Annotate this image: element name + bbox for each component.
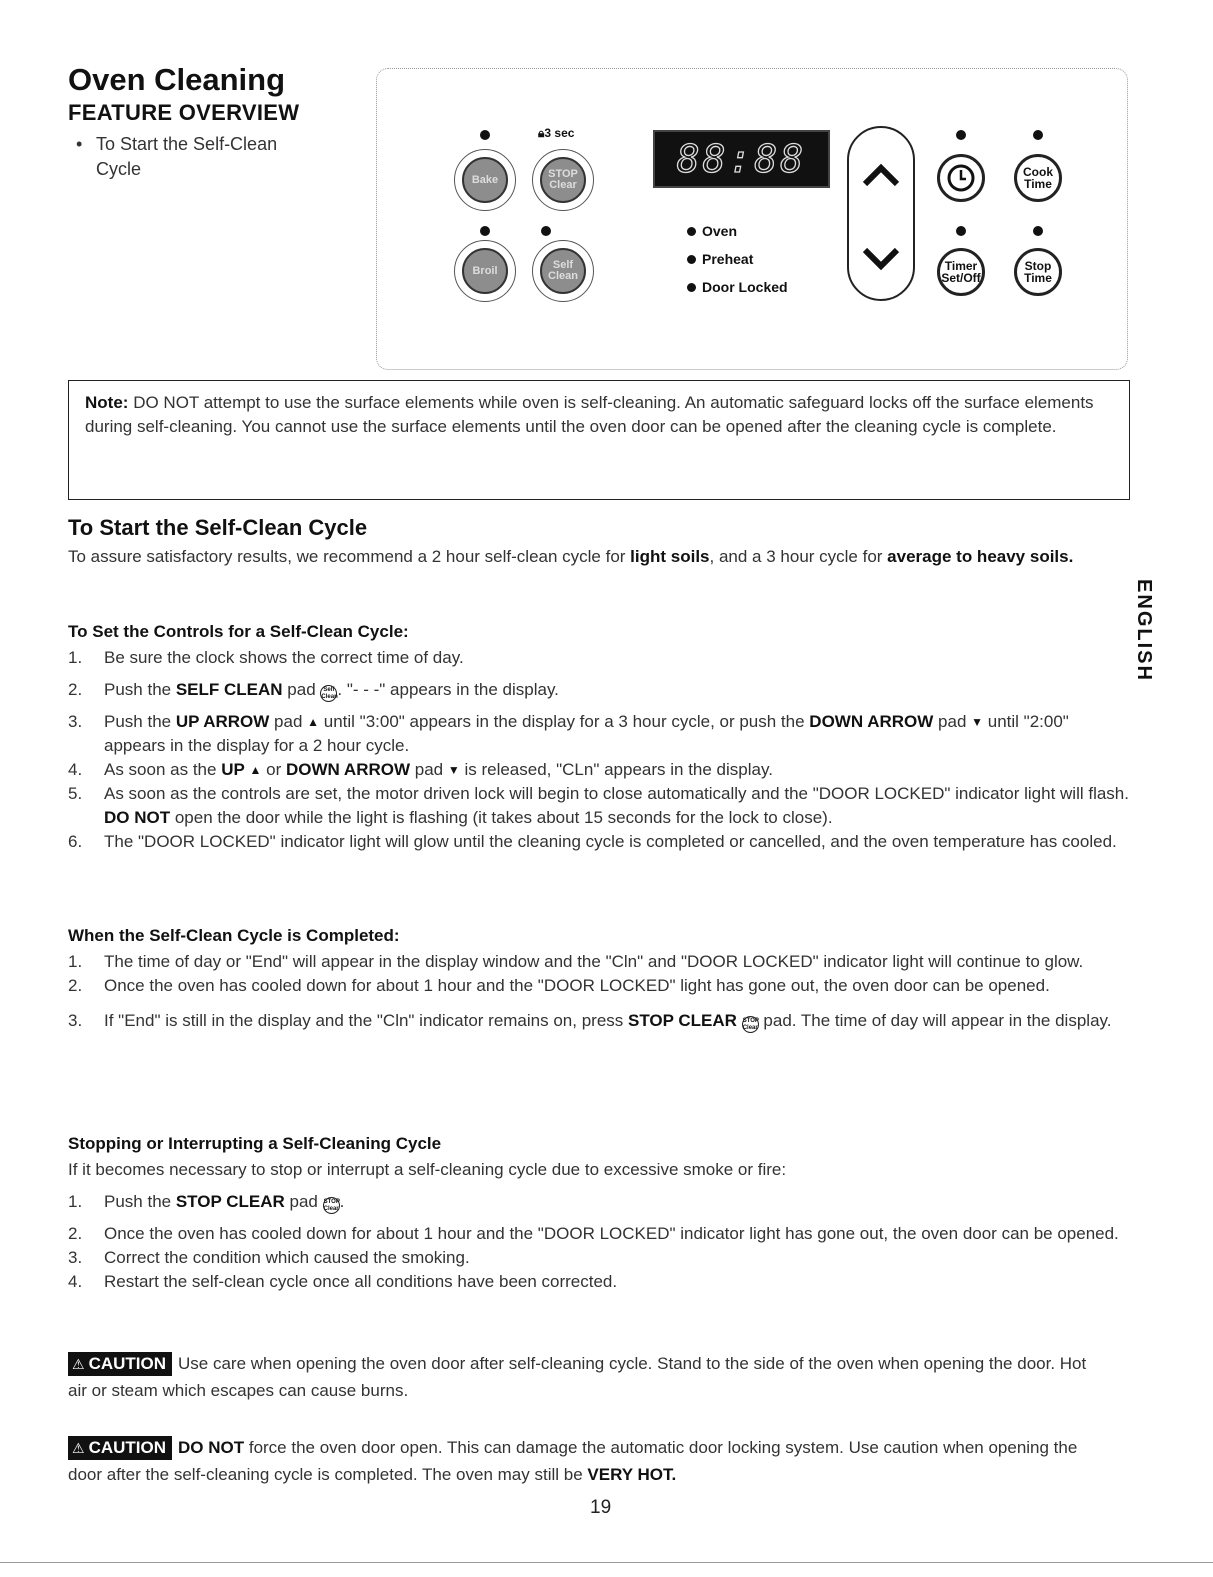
step-bold: UP ARROW — [175, 712, 270, 731]
bake-indicator-led — [480, 130, 490, 140]
broil-pad[interactable]: Broil — [462, 248, 508, 294]
arrow-pads — [847, 126, 915, 301]
step-text: As soon as the controls are set, the motor driven lock will begin to close automatically and the "DOOR LOCKED" indicator light will flash. — [104, 784, 1129, 803]
step-text: As soon as the — [104, 760, 222, 779]
step-text: Push the — [104, 1192, 176, 1211]
door-locked-indicator-dot — [687, 283, 696, 292]
list-item: 2. Once the oven has cooled down for about 1 hour and the "DOOR LOCKED" light has gone out, the oven door can be opened. — [68, 976, 1050, 995]
step-text: Be sure the clock shows the correct time of day. — [104, 648, 464, 667]
lock-3sec-label — [538, 126, 574, 141]
set-controls-steps — [68, 646, 1130, 854]
note-label: Note: — [85, 393, 129, 412]
caution-badge-label: CAUTION — [88, 1354, 167, 1373]
list-item: 6. The "DOOR LOCKED" indicator light will glow until the cleaning cycle is completed or cancelled, and the oven temperature has cooled. — [68, 832, 1117, 851]
preheat-indicator-label: Preheat — [702, 251, 754, 267]
step-text: until "2:00" appears in the display for a 2 hour cycle. — [104, 712, 1069, 755]
step-text: . — [339, 1192, 345, 1211]
up-arrow-icon[interactable] — [861, 162, 901, 188]
cook-time-indicator-led — [1033, 130, 1043, 140]
warning-icon: ⚠ — [72, 1440, 85, 1456]
oven-indicator-label: Oven — [702, 223, 738, 239]
oven-indicator — [687, 223, 737, 239]
intro-text-c: , and a 3 hour cycle for — [709, 547, 888, 566]
step-bold: SELF CLEAN — [175, 680, 283, 699]
set-controls-heading: To Set the Controls for a Self-Clean Cycle: — [68, 622, 409, 641]
step-text: Once the oven has cooled down for about 1 hour and the "DOOR LOCKED" light has gone out, the oven door can be opened. — [104, 976, 1050, 995]
caution-badge — [68, 1436, 172, 1460]
caution-1 — [68, 1350, 1108, 1404]
stopping-steps — [68, 1158, 1130, 1294]
step-bold: STOP CLEAR — [628, 1011, 737, 1030]
page-number: 19 — [590, 1497, 612, 1518]
step-text: pad — [933, 712, 967, 731]
up-arrow-icon: ▲ — [249, 763, 262, 777]
caution-bold: DO NOT — [178, 1438, 245, 1457]
caution-text: force the oven door open. This can damage the automatic door locking system. Use caution when opening the door after the self-cleaning cycle is completed. The oven may still be — [68, 1438, 1078, 1484]
bullet-icon: • — [76, 134, 83, 154]
language-tab — [1128, 575, 1158, 685]
list-item: 3. If "End" is still in the display and the "Cln" indicator remains on, press STOP CLEAR STOP Clear pad. The time of day will appear in the display. — [68, 1011, 1112, 1031]
section-intro — [68, 545, 1098, 569]
control-panel-illustration — [376, 68, 1128, 370]
step-bold: DO NOT — [104, 808, 171, 827]
clock-display — [653, 130, 830, 188]
step-text: Restart the self-clean cycle once all conditions have been corrected. — [104, 1272, 618, 1291]
list-item: 2. Push the SELF CLEAN pad Self Clean. "- - -" appears in the display. — [68, 680, 559, 700]
step-text: If "End" is still in the display and the "Cln" indicator remains on, press — [104, 1011, 628, 1030]
bake-pad[interactable]: Bake — [462, 157, 508, 203]
clock-pad[interactable] — [937, 154, 985, 202]
preheat-indicator — [687, 251, 753, 267]
note-box — [68, 380, 1130, 500]
caution-badge-label: CAUTION — [88, 1438, 167, 1457]
down-arrow-icon: ▼ — [971, 715, 984, 729]
completed-steps — [68, 950, 1130, 1036]
step-text: open the door while the light is flashing (it takes about 15 seconds for the lock to close). — [170, 808, 833, 827]
self-clean-indicator-led — [541, 226, 551, 236]
step-text: Once the oven has cooled down for about 1 hour and the "DOOR LOCKED" indicator light has gone out, the oven door can be opened. — [104, 1224, 1119, 1243]
overview-bullet — [76, 132, 316, 182]
step-text: pad — [284, 1192, 318, 1211]
step-text: Correct the condition which caused the smoking. — [104, 1248, 470, 1267]
stopping-heading: Stopping or Interrupting a Self-Cleaning Cycle — [68, 1134, 442, 1153]
down-arrow-icon[interactable] — [861, 246, 901, 272]
stop-clear-pad-icon: STOP Clear — [742, 1018, 759, 1031]
step-text: until "3:00" appears in the display for a 3 hour cycle, or push the — [319, 712, 810, 731]
display-digits: 88:88 — [676, 137, 807, 181]
step-text: pad — [269, 712, 303, 731]
page-title: Oven Cleaning — [68, 62, 286, 97]
intro-heavy-soils: average to heavy soils. — [887, 547, 1074, 566]
intro-light-soils: light soils — [630, 547, 710, 566]
lock-label-text: 3 sec — [544, 126, 575, 140]
list-item: 2. Once the oven has cooled down for about 1 hour and the "DOOR LOCKED" indicator light has gone out, the oven door can be opened. — [68, 1224, 1119, 1243]
list-item: 4. As soon as the UP ▲ or DOWN ARROW pad ▼ is released, "CLn" appears in the display. — [68, 760, 773, 779]
stop-time-pad[interactable]: Stop Time — [1014, 248, 1062, 296]
cook-time-pad[interactable]: Cook Time — [1014, 154, 1062, 202]
step-text: Push the — [104, 712, 176, 731]
completed-heading: When the Self-Clean Cycle is Completed: — [68, 926, 400, 945]
clock-indicator-led — [956, 130, 966, 140]
list-item: 3. Push the UP ARROW pad ▲ until "3:00" appears in the display for a 3 hour cycle, or push the DOWN ARROW pad ▼ until "2:00" appears in the display for a 2 hour cycle. — [68, 712, 1069, 755]
warning-icon: ⚠ — [72, 1356, 85, 1372]
stopping-intro: If it becomes necessary to stop or interrupt a self-cleaning cycle due to excessive smoke or fire: — [68, 1160, 787, 1179]
step-bold: STOP CLEAR — [175, 1192, 285, 1211]
step-text: pad — [282, 680, 316, 699]
up-arrow-icon: ▲ — [307, 715, 320, 729]
caution-2 — [68, 1434, 1108, 1488]
self-clean-pad[interactable]: Self Clean — [540, 248, 586, 294]
oven-indicator-dot — [687, 227, 696, 236]
note-text: DO NOT attempt to use the surface elements while oven is self-cleaning. An automatic safeguard locks off the surface elements during self-cleaning. You cannot use the surface elements until the oven door can be opened after the cleaning cycle is complete. — [85, 393, 1094, 436]
feature-overview-heading: FEATURE OVERVIEW — [68, 100, 300, 125]
language-tab-label: ENGLISH — [1132, 578, 1155, 682]
list-item: 4. Restart the self-clean cycle once all conditions have been corrected. — [68, 1272, 618, 1291]
caution-bold: VERY HOT. — [587, 1465, 677, 1484]
intro-text-a: To assure satisfactory results, we recommend a 2 hour self-clean cycle for — [68, 547, 631, 566]
caution-badge — [68, 1352, 172, 1376]
bottom-divider — [0, 1562, 1213, 1563]
step-text: pad. The time of day will appear in the display. — [758, 1011, 1112, 1030]
stop-clear-pad-icon: STOP Clear — [323, 1199, 340, 1212]
list-item: 1. Be sure the clock shows the correct time of day. — [68, 648, 464, 667]
down-arrow-icon: ▼ — [447, 763, 460, 777]
step-text: or — [261, 760, 286, 779]
stop-time-indicator-led — [1033, 226, 1043, 236]
step-text: . "- - -" appears in the display. — [337, 680, 559, 699]
step-bold: UP — [221, 760, 245, 779]
step-text: Push the — [104, 680, 176, 699]
step-bold: DOWN ARROW — [809, 712, 934, 731]
door-locked-indicator-label: Door Locked — [702, 279, 788, 295]
self-clean-pad-icon: Self Clean — [321, 687, 338, 700]
list-item: 5. As soon as the controls are set, the motor driven lock will begin to close automatically and the "DOOR LOCKED" indicator light will flash. DO NOT open the door while the light is flashing (it takes about 15 seconds for the lock to close). — [68, 784, 1129, 827]
section-heading: To Start the Self-Clean Cycle — [68, 515, 368, 540]
step-text: pad — [410, 760, 444, 779]
step-bold: DOWN ARROW — [286, 760, 411, 779]
stop-clear-pad[interactable]: STOP Clear — [540, 157, 586, 203]
lock-icon: 🔒︎ — [538, 126, 545, 140]
preheat-indicator-dot — [687, 255, 696, 264]
step-text: The time of day or "End" will appear in the display window and the "Cln" and "DOOR LOCKED" indicator light will continue to glow. — [104, 952, 1084, 971]
step-text: The "DOOR LOCKED" indicator light will glow until the cleaning cycle is completed or cancelled, and the oven temperature has cooled. — [104, 832, 1117, 851]
caution-text: Use care when opening the oven door after self-cleaning cycle. Stand to the side of the oven when opening the door. Hot air or steam which escapes can cause burns. — [68, 1354, 1087, 1400]
list-item: 1. The time of day or "End" will appear in the display window and the "Cln" and "DOOR LOCKED" indicator light will continue to glow. — [68, 952, 1084, 971]
timer-indicator-led — [956, 226, 966, 236]
timer-pad[interactable]: Timer Set/Off — [937, 248, 985, 296]
overview-bullet-text: To Start the Self-Clean Cycle — [96, 134, 278, 179]
list-item: 1. Push the STOP CLEAR pad STOP Clear. — [68, 1192, 345, 1212]
list-item: 3. Correct the condition which caused the smoking. — [68, 1248, 470, 1267]
door-locked-indicator — [687, 279, 788, 295]
broil-indicator-led — [480, 226, 490, 236]
step-text: is released, "CLn" appears in the display. — [459, 760, 773, 779]
clock-icon — [946, 163, 976, 193]
